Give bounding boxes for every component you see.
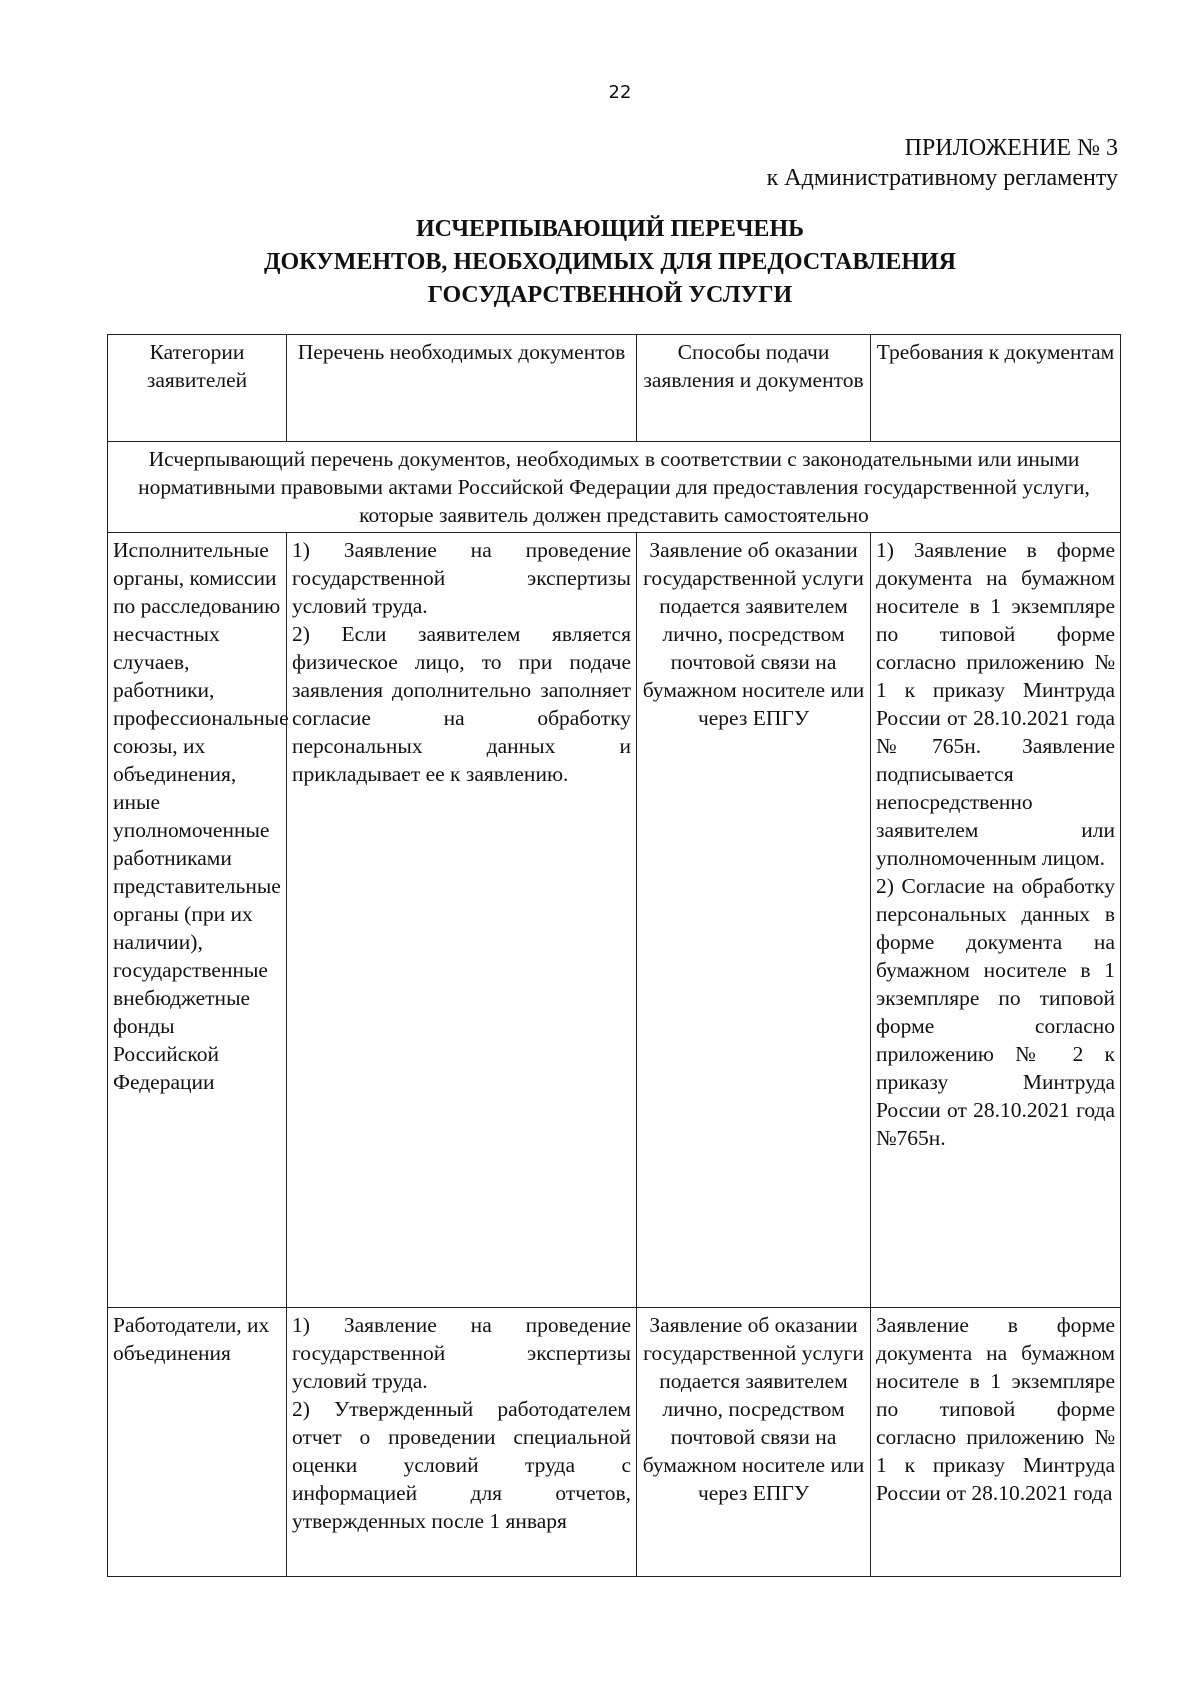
section-caption-row	[108, 442, 1121, 533]
submission-methods: Заявление об оказании государственной услуги подается заявителем лично, посредством почтовой связи на бумажном носителе или через ЕПГУ	[637, 533, 871, 1308]
requirement-item: 2) Согласие на обработку персональных данных в форме документа на бумажном носителе в 1 экземпляре по типовой форме согласно приложению № 2 к приказу Минтруда России от 28.10.2021 года №765н.	[876, 874, 1115, 1150]
submission-methods: Заявление об оказании государственной услуги подается заявителем лично, посредством почтовой связи на бумажном носителе или через ЕПГУ	[637, 1308, 871, 1577]
document-item: 1) Заявление на проведение государственной экспертизы условий труда.	[292, 538, 631, 618]
table-header-row	[108, 335, 1121, 442]
header-cell: Перечень необходимых документов	[287, 335, 637, 442]
document-list	[287, 533, 637, 1308]
document-list	[287, 1308, 637, 1577]
document-requirements	[871, 533, 1121, 1308]
requirement-item: 1) Заявление в форме документа на бумажном носителе в 1 экземпляре по типовой форме согласно приложению № 1 к приказу Минтруда России от 28.10.2021 года №765н. Заявление подписывается непосредственно заявителем или уполномоченным лицом.	[876, 538, 1115, 870]
document-item: 1) Заявление на проведение государственной экспертизы условий труда.	[292, 1313, 631, 1393]
document-item: 2) Если заявителем является физическое лицо, то при подаче заявления дополнительно заполняет согласие на обработку персональных данных и прикладывает ее к заявлению.	[292, 622, 631, 786]
applicant-category: Работодатели, их объединения	[108, 1308, 287, 1577]
title-line-3: ГОСУДАРСТВЕННОЙ УСЛУГИ	[427, 282, 793, 308]
section-caption: Исчерпывающий перечень документов, необходимых в соответствии с законодательными или иными нормативными правовыми актами Российской Федерации для предоставления государственной услуги, которые заявитель должен представить самостоятельно	[108, 442, 1121, 533]
header-cell: Требования к документам	[871, 335, 1121, 442]
appendix-reference	[767, 133, 1118, 193]
table-row	[108, 1308, 1121, 1577]
appendix-regulation: к Административному регламенту	[766, 165, 1118, 191]
document-requirements	[871, 1308, 1121, 1577]
document-item: 2) Утвержденный работодателем отчет о проведении специальной оценки условий труда с информацией для отчетов, утвержденных после 1 января	[292, 1397, 631, 1533]
header-cell: Способы подачи заявления и документов	[637, 335, 871, 442]
title-line-1: ИСЧЕРПЫВАЮЩИЙ ПЕРЕЧЕНЬ	[416, 216, 804, 242]
requirement-item: Заявление в форме документа на бумажном носителе в 1 экземпляре по типовой форме согласно приложению № 1 к приказу Минтруда России от 28.10.2021 года	[876, 1313, 1115, 1505]
header-cell: Категории заявителей	[108, 335, 287, 442]
applicant-category: Исполнительные органы, комиссии по расследованию несчастных случаев, работники, профессиональные союзы, их объединения, иные уполномоченные работниками представительные органы (при их наличии), государственные внебюджетные фонды Российской Федерации	[108, 533, 287, 1308]
title-line-2: ДОКУМЕНТОВ, НЕОБХОДИМЫХ ДЛЯ ПРЕДОСТАВЛЕНИЯ	[263, 249, 956, 275]
page-number: 22	[608, 82, 632, 103]
appendix-number: ПРИЛОЖЕНИЕ № 3	[904, 135, 1118, 161]
documents-table	[107, 334, 1121, 1577]
document-title	[100, 213, 1120, 312]
table-row	[108, 533, 1121, 1308]
